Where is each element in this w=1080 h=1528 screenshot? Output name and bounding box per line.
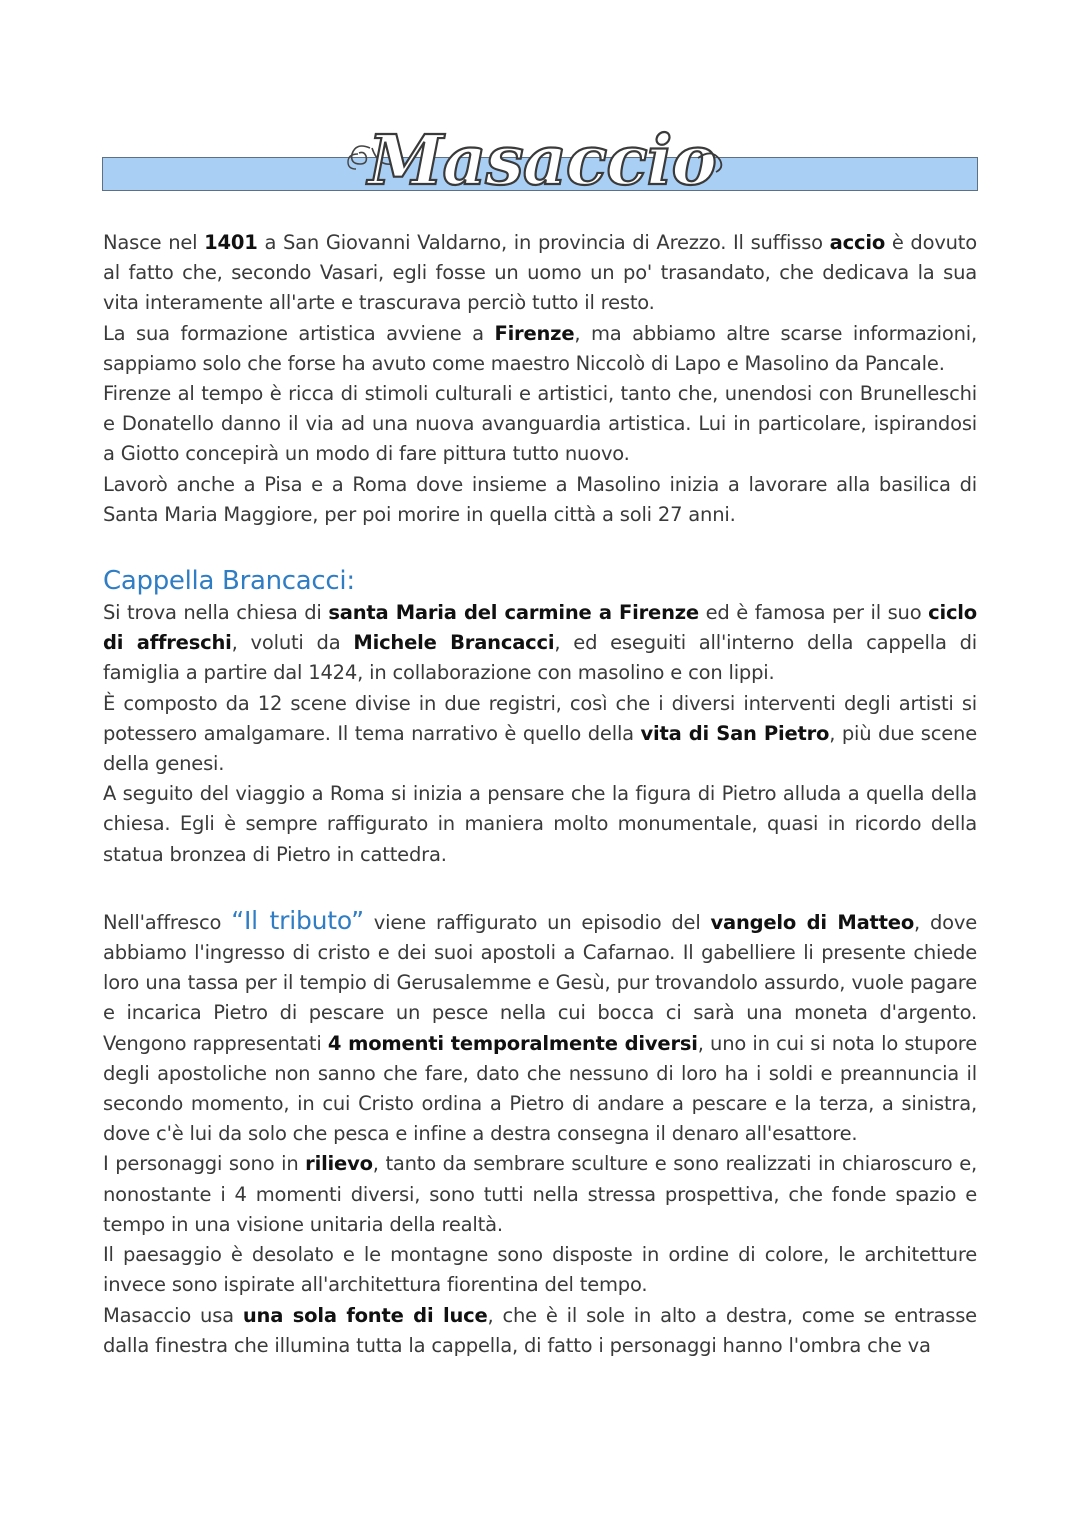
paragraph — [103, 1301, 977, 1361]
text-run: A seguito del viaggio a Roma si inizia a pensare che la figura di Pietro alluda a quella della chiesa. Egli è sempre raffigurato in maniera molto monumentale, quasi in ricordo della statua bronzea di Pietro in cattedra. — [103, 782, 977, 866]
bold-term: santa Maria del carmine a Firenze — [328, 601, 699, 625]
text-run: Lavorò anche a Pisa e a Roma dove insieme a Masolino inizia a lavorare alla basilica di Santa Maria Maggiore, per poi morire in quella città a soli 27 anni. — [103, 472, 977, 526]
text-run: , voluti da — [231, 631, 354, 655]
paragraph — [103, 319, 977, 379]
text-run: Nasce nel — [103, 231, 205, 254]
paragraph — [103, 598, 977, 689]
text-run: , dove abbiamo l'ingresso di cristo e dei suoi apostoli a Cafarnao. Il gabelliere li presente chiede loro una tassa per il tempio di Gerusalemme e Gesù, pur trovandolo assurdo, vuole pagare e incarica Pietro di pescare un pesce nella cui bocca ci sarà una moneta d'argento. Vengono rappresentati — [103, 910, 978, 1055]
text-run: è dovuto al fatto che, secondo Vasari, egli fosse un uomo un po' trasandato, che dedicava la sua vita interamente all'arte e trascurava perciò tutto il resto. — [103, 231, 977, 315]
text-run: , ed eseguiti all'interno della cappella di famiglia a partire dal 1424, in collaborazione con masolino e con lippi. — [103, 631, 977, 685]
title-banner — [102, 118, 978, 218]
bold-term: accio — [829, 231, 886, 254]
bold-term: Firenze — [494, 321, 575, 345]
intro-section — [103, 228, 977, 530]
paragraph — [103, 906, 977, 1150]
bold-term: Michele Brancacci — [353, 631, 555, 655]
paragraph — [103, 779, 977, 870]
cappella-section — [103, 598, 977, 870]
paragraph — [103, 1149, 977, 1240]
bold-term: 1401 — [204, 231, 258, 254]
text-run: , ma abbiamo altre scarse informazioni, sappiamo solo che forse ha avuto come maestro Niccolò di Lapo e Masolino da Pancale. — [103, 321, 978, 375]
paragraph — [103, 228, 977, 319]
text-run: , tanto da sembrare sculture e sono realizzati in chiaroscuro e, nonostante i 4 momenti diversi, sono tutti nella stressa prospettiva, che fonde spazio e tempo in una visione unitaria della realtà. — [103, 1152, 978, 1236]
text-run: La sua formazione artistica avviene a — [103, 321, 495, 345]
text-run: a San Giovanni Valdarno, in provincia di Arezzo. Il suffisso — [257, 231, 830, 254]
page-title: Masaccio — [368, 121, 716, 201]
paragraph — [103, 470, 977, 530]
bold-term: una sola fonte di luce — [242, 1303, 488, 1327]
bold-term: vangelo di Matteo — [710, 910, 915, 934]
text-run: , che è il sole in alto a destra, come se entrasse dalla finestra che illumina tutta la cappella, di fatto i personaggi hanno l'ombra che va — [103, 1303, 977, 1357]
paragraph — [103, 379, 977, 470]
text-run: È composto da 12 scene divise in due registri, così che i diversi interventi degli artisti si potessero amalgamare. Il tema narrativo è quello della — [103, 691, 977, 745]
bold-term: ciclo di affreschi — [103, 601, 977, 655]
paragraph — [103, 689, 977, 780]
text-run: ed è famosa per il suo — [698, 601, 929, 625]
paragraph — [103, 1240, 977, 1300]
text-run: , più due scene della genesi. — [103, 721, 977, 776]
text-run: Si trova nella chiesa di — [103, 601, 329, 625]
bold-term: vita di San Pietro — [640, 721, 830, 745]
artwork-title: “Il tributo” — [231, 905, 364, 935]
document-body — [103, 228, 977, 1361]
text-run: I personaggi sono in — [103, 1152, 306, 1176]
text-run: Nell'affresco — [103, 910, 232, 934]
bold-term: 4 momenti temporalmente diversi — [327, 1031, 698, 1055]
text-run: Firenze al tempo è ricca di stimoli culturali e artistici, tanto che, unendosi con Brunelleschi e Donatello danno il via ad una nuova avanguardia artistica. Lui in particolare, ispirandosi a Giotto concepirà un modo di fare pittura tutto nuovo. — [103, 382, 977, 466]
tributo-section — [103, 906, 977, 1361]
title-lettering — [102, 118, 978, 218]
text-run: Il paesaggio è desolato e le montagne sono disposte in ordine di colore, le architetture invece sono ispirate all'architettura fiorentina del tempo. — [103, 1243, 977, 1297]
text-run: Masaccio usa — [103, 1303, 243, 1327]
bold-term: rilievo — [305, 1152, 373, 1176]
text-run: viene raffigurato un episodio del — [363, 910, 711, 934]
section-heading: Cappella Brancacci: — [103, 566, 355, 597]
text-run: , uno in cui si nota lo stupore degli apostoliche non sanno che fare, dato che nessuno di loro ha i soldi e preannuncia il secondo momento, in cui Cristo ordina a Pietro di andare a pescare e la terza, a sinistra, dove c'è lui da solo che pesca e infine a destra consegna il denaro all'esattore. — [103, 1031, 977, 1146]
